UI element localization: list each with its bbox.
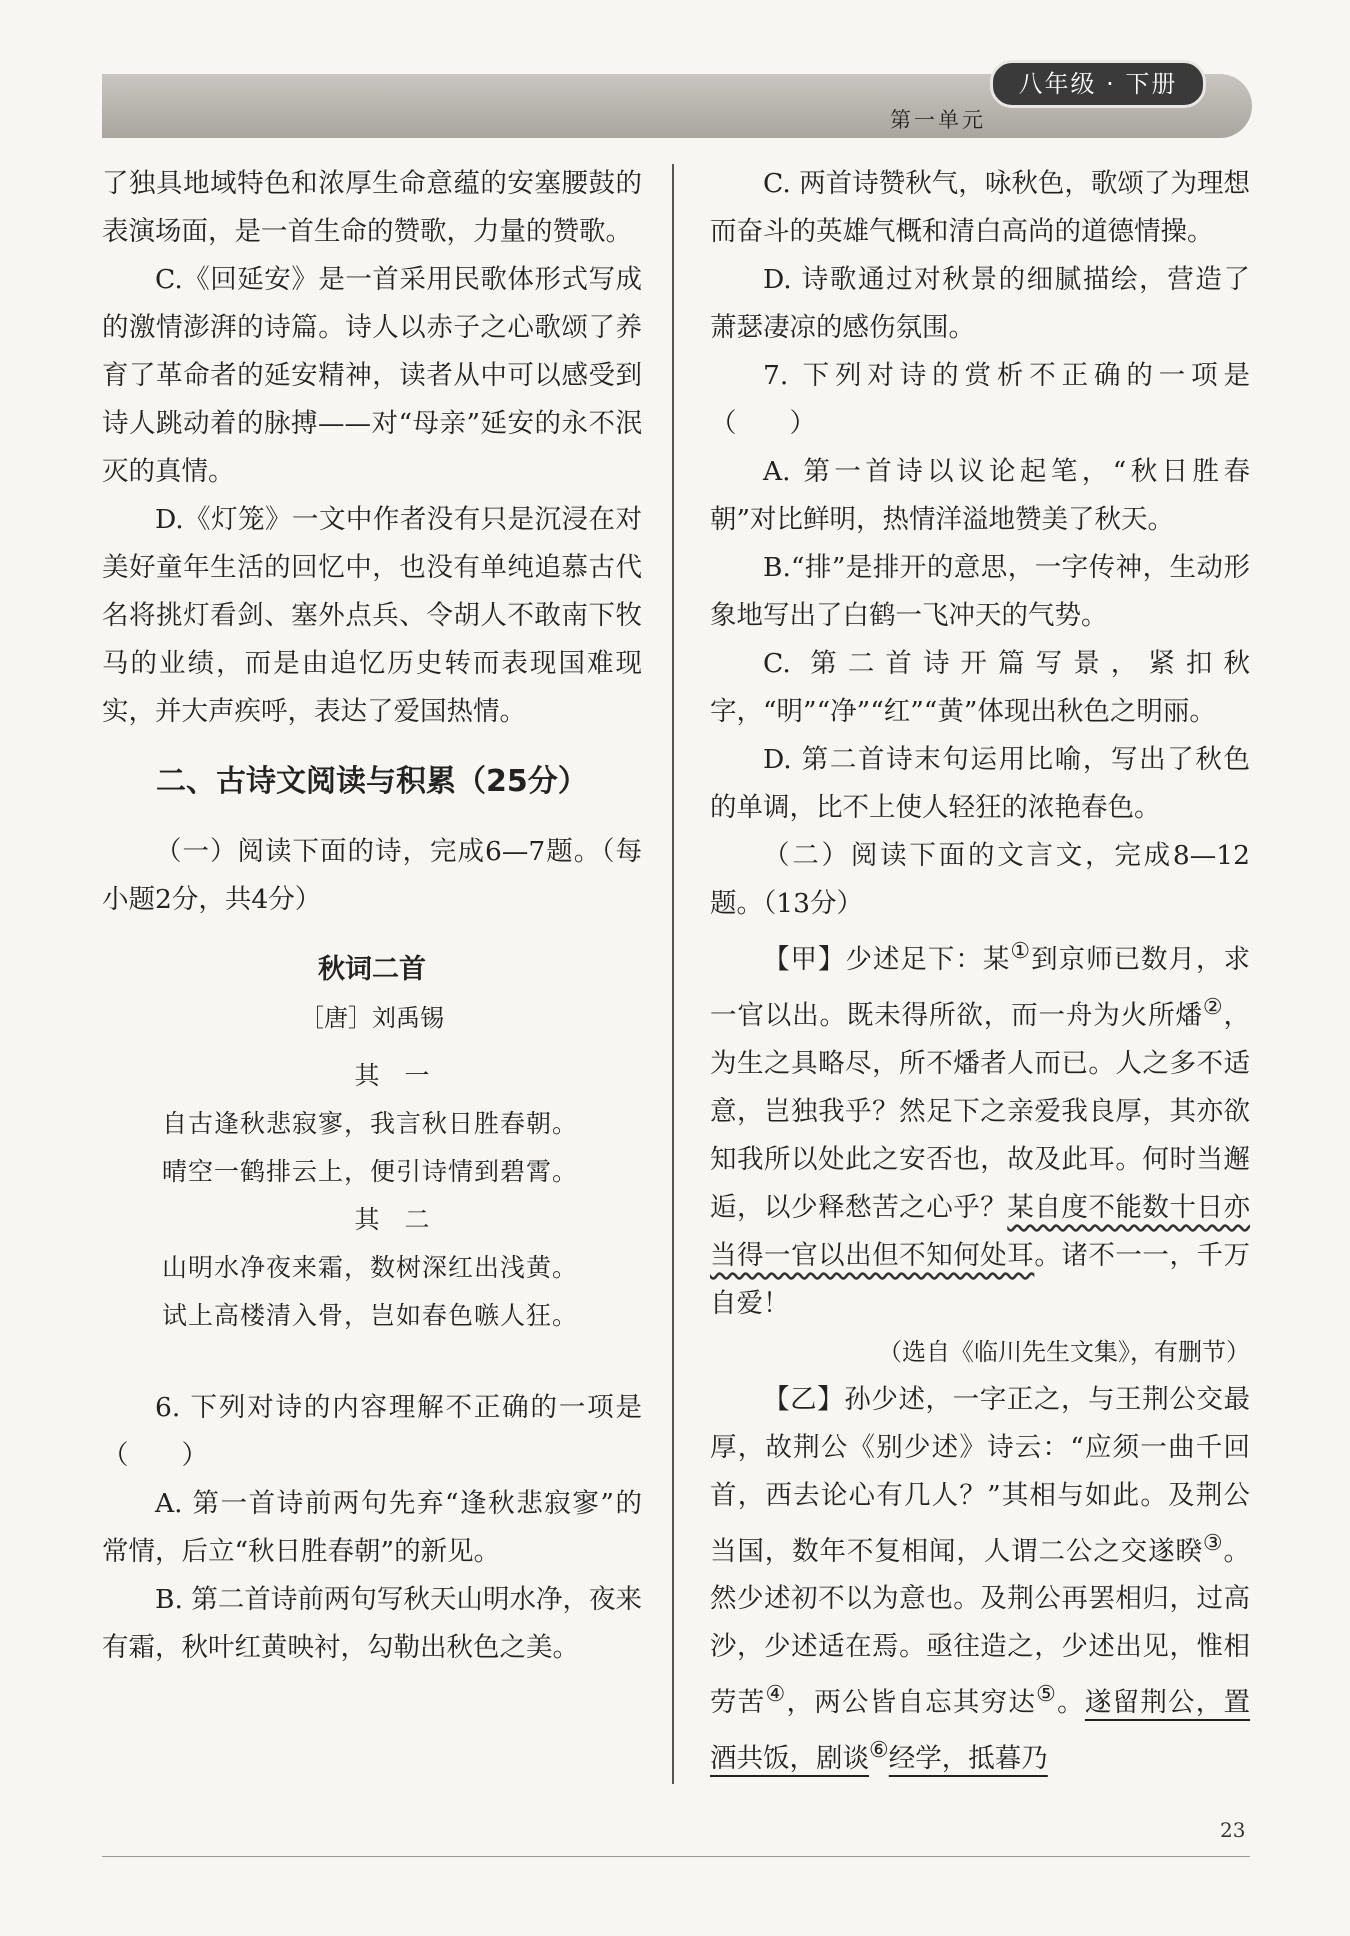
page-number: 23 <box>1220 1818 1246 1842</box>
footnote-marker: ③ <box>1202 1530 1224 1556</box>
section-title: 二、古诗文阅读与积累（25分） <box>156 764 588 799</box>
poem-line: 晴空一鹤排云上，便引诗情到碧霄。 <box>162 1157 579 1186</box>
option-a: A. 第一首诗前两句先弃“逢秋悲寂寥”的常情，后立“秋日胜春朝”的新见。 <box>102 1488 642 1567</box>
poem-line: 山明水净夜来霜，数树深红出浅黄。 <box>162 1253 579 1282</box>
footnote-marker: ④ <box>765 1682 787 1708</box>
poem-line: 自古逢秋悲寂寥，我言秋日胜春朝。 <box>162 1109 579 1138</box>
right-column <box>710 160 1250 1783</box>
option-d: D.《灯笼》一文中作者没有只是沉浸在对美好童年生活的回忆中，也没有单纯追慕古代名将挑灯看剑、塞外点兵、令胡人不敢南下牧马的业绩，而是由追忆历史转而表现国难现实，并大声疾呼，表达了爱国热情。 <box>102 504 642 727</box>
passage-text: ，两公皆自忘其穷达 <box>786 1687 1037 1719</box>
passage-text: 【甲】少述足下：某 <box>763 943 1011 975</box>
option-c: C. 两首诗赞秋气，咏秋色，歌颂了为理想而奋斗的英雄气概和清白高尚的道德情操。 <box>710 168 1250 247</box>
poem-title: 秋词二首 <box>318 954 426 985</box>
source-note: （选自《临川先生文集》，有删节） <box>878 1337 1250 1366</box>
passage-text: 到京师已数月，求一官以出。既未得所欲，而一舟为火所燔 <box>710 943 1251 1031</box>
passage-jia <box>710 928 1250 1328</box>
option-c: C.《回延安》是一首采用民歌体形式写成的激情澎湃的诗篇。诗人以赤子之心歌颂了养育了革命者的延安精神，读者从中可以感受到诗人跳动着的脉搏——对“母亲”延安的永不泯灭的真情。 <box>102 264 642 487</box>
unit-label: 第一单元 <box>890 108 986 132</box>
bottom-rule <box>102 1856 1250 1857</box>
paragraph: 了独具地域特色和浓厚生命意蕴的安塞腰鼓的表演场面，是一首生命的赞歌，力量的赞歌。 <box>102 168 642 247</box>
option-d: D. 诗歌通过对秋景的细腻描绘，营造了萧瑟凄凉的感伤氛围。 <box>710 264 1250 343</box>
footnote-marker: ⑥ <box>869 1738 889 1764</box>
option-b: B.“排”是排开的意思，一字传神，生动形象地写出了白鹤一飞冲天的气势。 <box>710 552 1250 631</box>
poem-subtitle: 其 二 <box>354 1205 430 1234</box>
question-7: 7. 下列对诗的赏析不正确的一项是（ ） <box>710 360 1250 439</box>
instruction: （一）阅读下面的诗，完成6—7题。（每小题2分，共4分） <box>102 836 642 915</box>
option-d: D. 第二首诗末句运用比喻，写出了秋色的单调，比不上使人轻狂的浓艳春色。 <box>710 744 1250 823</box>
underlined-sentence: 遂留荆公，置酒共饭，剧谈 <box>710 1687 1251 1775</box>
underlined-sentence: 经学，抵暮乃 <box>888 1743 1048 1775</box>
option-c: C. 第二首诗开篇写景，紧扣秋字，“明”“净”“红”“黄”体现出秋色之明丽。 <box>710 648 1250 727</box>
passage-yi <box>710 1376 1250 1783</box>
column-divider <box>672 164 674 1784</box>
wavy-underlined-sentence: 某自度不能数十日亦当得一官以出但不知何处耳 <box>710 1191 1251 1271</box>
passage-text: ，为生之具略尽，所不燔者人而已。人之多不适意，岂独我乎？然足下之亲爱我良厚，其亦欲知我所以处此之安否也，故及此耳。何时当邂逅，以少释愁苦之心乎？ <box>710 999 1251 1223</box>
passage-text: 。然少述初不以为意也。及荆公再罢相归，过高沙，少述适在焉。亟往造之，少述出见，惟相劳苦 <box>710 1535 1251 1719</box>
passage-text: 【乙】孙少述，一字正之，与王荆公交最厚，故荆公《别少述》诗云：“应须一曲千回首，西去论心有几人？”其相与如此。及荆公当国，数年不复相闻，人谓二公之交遂睽 <box>710 1383 1250 1567</box>
footnote-marker: ① <box>1010 939 1032 964</box>
passage-text: 。 <box>1057 1687 1085 1719</box>
grade-label: 八年级 · 下册 <box>990 60 1206 108</box>
passage-text: 。诸不一一，千万自爱！ <box>710 1239 1251 1319</box>
poem-author: ［唐］刘禹锡 <box>300 1004 444 1032</box>
footnote-marker: ② <box>1202 994 1224 1020</box>
instruction: （二）阅读下面的文言文，完成8—12题。（13分） <box>710 840 1250 919</box>
footnote-marker: ⑤ <box>1036 1682 1058 1708</box>
spacer <box>102 1340 642 1384</box>
question-6: 6. 下列对诗的内容理解不正确的一项是（ ） <box>102 1392 642 1471</box>
poem-subtitle: 其 一 <box>354 1061 430 1090</box>
left-column <box>102 160 642 1672</box>
option-a: A. 第一首诗以议论起笔，“秋日胜春朝”对比鲜明，热情洋溢地赞美了秋天。 <box>710 456 1250 535</box>
option-b: B. 第二首诗前两句写秋天山明水净，夜来有霜，秋叶红黄映衬，勾勒出秋色之美。 <box>102 1584 642 1663</box>
poem-line: 试上高楼清入骨，岂如春色嗾人狂。 <box>162 1301 579 1330</box>
